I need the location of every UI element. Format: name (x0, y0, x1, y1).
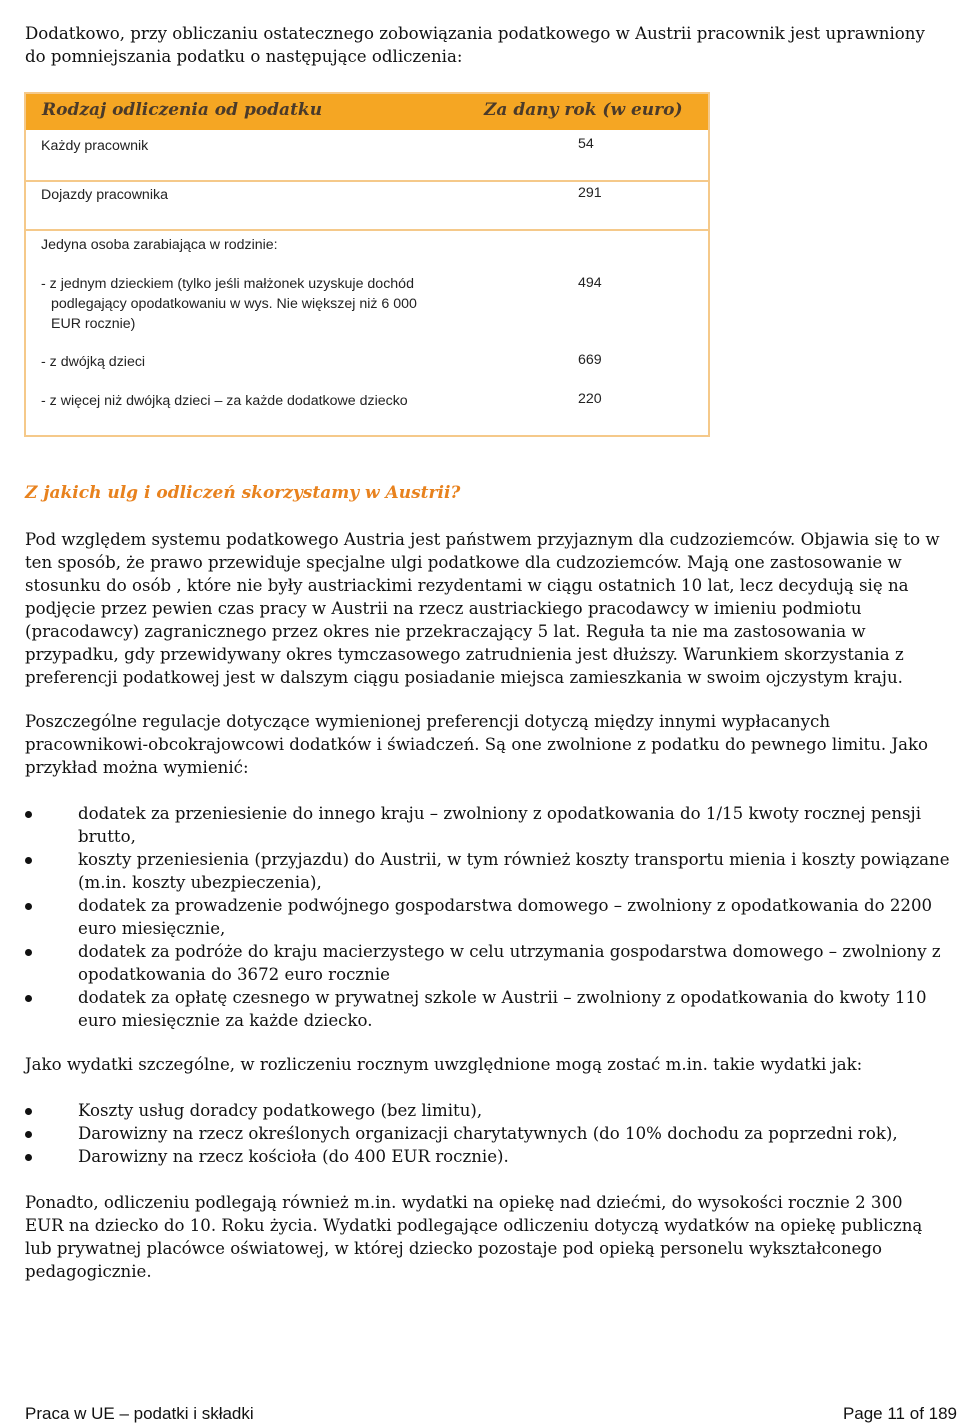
footer-title: Praca w UE – podatki i składki (25, 1404, 254, 1423)
row-value: 54 (578, 136, 594, 152)
paragraph: Pod względem systemu podatkowego Austria jest państwem przyjaznym dla cudzoziemców. Objawia się to w ten sposób, że prawo przewiduje specjalne ulgi podatkowe dla cudzoziemców. Mają one zastosowanie w stosunku do osób , które nie były austriackimi rezydentami w ciągu ostatnich 10 lat, lecz decydują się na podjęcie przez pewien czas pracy w Austrii na rzecz austriackiego pracodawcy w imieniu podmiotu (pracodawcy) zagranicznego przez okres nie przekraczający 5 lat. Reguła ta nie ma zastosowania w przypadku, gdy przewidywany okres tymczasowego zatrudnienia jest dłuższy. Warunkiem skorzystania z preferencji podatkowej jest w dalszym ciągu posiadanie miejsca zamieszkania w swoim ojczystym kraju. (25, 530, 940, 687)
bullet-icon (25, 949, 32, 956)
row-divider (26, 180, 708, 182)
row-label: Jedyna osoba zarabiająca w rodzinie: (41, 237, 278, 253)
table-header (26, 94, 708, 130)
deductions-table (24, 92, 710, 437)
paragraph: Ponadto, odliczeniu podlegają również m.in. wydatki na opiekę nad dziećmi, do wysokości rocznie 2 300 EUR na dziecko do 10. Roku życia. Wydatki podlegające odliczeniu dotyczą wydatków na opiekę publiczną lub prywatnej placówce oświatowej, w której dziecko pozostaje pod opieką personelu wykształconego pedagogicznie. (25, 1193, 923, 1281)
paragraph: Jako wydatki szczególne, w rozliczeniu rocznym uwzględnione mogą zostać m.in. takie wydatki jak: (25, 1055, 863, 1074)
bullet-icon (25, 857, 32, 864)
row-value: 669 (578, 352, 602, 368)
list-item: dodatek za podróże do kraju macierzystego w celu utrzymania gospodarstwa domowego – zwolniony z opodatkowania do 3672 euro rocznie (25, 940, 955, 986)
row-value: 494 (578, 275, 602, 291)
row-label: - z więcej niż dwójką dzieci – za każde dodatkowe dziecko (41, 393, 408, 409)
section-title: Z jakich ulg i odliczeń skorzystamy w Austrii? (25, 483, 461, 503)
row-label-cont: podlegający opodatkowaniu w wys. Nie większej niż 6 000 (51, 296, 417, 312)
row-label: - z jednym dzieckiem (tylko jeśli małżonek uzyskuje dochód (41, 276, 414, 292)
special-expenses-list (25, 1099, 955, 1168)
paragraph: Poszczególne regulacje dotyczące wymienionej preferencji dotyczą między innymi wypłacanych pracownikowi-obcokrajowcowi dodatków i świadczeń. Są one zwolnione z podatku do pewnego limitu. Jako przykład można wymienić: (25, 712, 929, 777)
page-number: Page 11 of 189 (842, 1404, 957, 1423)
list-item: Darowizny na rzecz określonych organizacji charytatywnych (do 10% dochodu za poprzedni rok), (25, 1122, 955, 1145)
intro-paragraph: Dodatkowo, przy obliczaniu ostatecznego zobowiązania podatkowego w Austrii pracownik jest uprawniony do pomniejszania podatku o następujące odliczenia: (25, 24, 925, 66)
row-label: Każdy pracownik (41, 138, 149, 154)
list-item: koszty przeniesienia (przyjazdu) do Austrii, w tym również koszty transportu mienia i koszty powiązane (m.in. koszty ubezpieczenia), (25, 848, 955, 894)
list-item: Koszty usług doradcy podatkowego (bez limitu), (25, 1099, 955, 1122)
allowances-list (25, 802, 955, 1032)
header-deduction-type: Rodzaj odliczenia od podatku (42, 100, 323, 120)
row-value: 220 (578, 391, 602, 407)
row-label: Dojazdy pracownika (41, 187, 168, 203)
list-item: Darowizny na rzecz kościoła (do 400 EUR rocznie). (25, 1145, 955, 1168)
row-divider (26, 229, 708, 231)
row-label: - z dwójką dzieci (41, 354, 146, 370)
bullet-icon (25, 995, 32, 1002)
list-item: dodatek za prowadzenie podwójnego gospodarstwa domowego – zwolniony z opodatkowania do 2200 euro miesięcznie, (25, 894, 955, 940)
bullet-icon (25, 1108, 32, 1115)
list-item: dodatek za opłatę czesnego w prywatnej szkole w Austrii – zwolniony z opodatkowania do kwoty 110 euro miesięcznie za każde dziecko. (25, 986, 955, 1032)
row-label-cont: EUR rocznie) (51, 316, 136, 332)
bullet-icon (25, 811, 32, 818)
bullet-icon (25, 1131, 32, 1138)
header-amount: Za dany rok (w euro) (484, 100, 683, 120)
row-value: 291 (578, 185, 602, 201)
bullet-icon (25, 1154, 32, 1161)
list-item: dodatek za przeniesienie do innego kraju – zwolniony z opodatkowania do 1/15 kwoty rocznej pensji brutto, (25, 802, 955, 848)
bullet-icon (25, 903, 32, 910)
